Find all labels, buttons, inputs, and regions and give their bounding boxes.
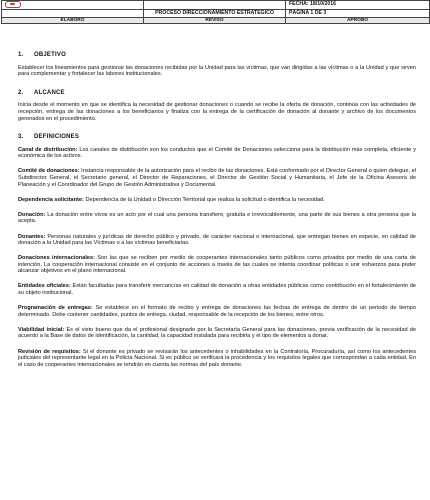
document-header <box>1 0 430 24</box>
definition-text: Son las que se reciben por medio de cooperantes internacionales tanto públicos como privados por medio de una carta de intención. La cooperación internacional consiste en el conjunto de acciones a través de las cuales se intenta coordinar políticas o unir esfuerzos para poder alcanzar objetivos en el plano internacional. <box>18 255 416 275</box>
definition-term: Donantes: <box>18 233 46 240</box>
alcance-text: Inicia desde el momento en que se identifica la necesidad de gestionar donaciones o cuando se recibe la oferta de donación, continúa con las actividades de recepción, entrega de las donaciones a los beneficiarios y finaliza con la entrega de la certificación de donación al donante y archivo de los documentos generados en el procedimiento. <box>18 102 416 122</box>
definition-item <box>18 255 416 275</box>
definition-term: Entidades oficiales: <box>18 283 71 290</box>
reviso-label: REVISO <box>144 18 286 24</box>
definition-term: Canal de distribución: <box>18 146 78 153</box>
elaboro-label: ELABORO <box>2 18 144 24</box>
aprobo-label: APROBO <box>286 18 430 24</box>
definition-term: Dependencia solicitante: <box>18 196 84 203</box>
definition-item <box>18 212 416 225</box>
definitions-list <box>18 147 416 369</box>
definition-text: Los canales de distribución son los conductos que el Comité de Donaciones selecciona para la distribución más completa, eficiente y económica de los activos. <box>18 146 416 160</box>
definition-term: Revisión de requisitos: <box>18 348 81 355</box>
header-blank-cell-2 <box>2 9 144 18</box>
definition-text: Si el donante es privado se revisarán los antecedentes o inhabilidades en la Contraloría, Procuraduría, así como los antecedentes judiciales del representante legal en la Policía Nacional. Si es público se verificará la procedencia y los requisitos legales que correspondan a cada entidad. En el caso de cooperantes internacionales se tendrán en cuenta las normas del país donante. <box>18 348 416 368</box>
institution-logo-icon <box>5 1 21 8</box>
definition-text: La donación entre vivos es un acto por el cual una persona transfiere, gratuita e irrevocablemente, una parte de sus bienes a otra persona que la acepta. <box>18 211 416 225</box>
definition-item <box>18 283 416 296</box>
definition-item <box>18 197 416 204</box>
definition-term: Donación: <box>18 211 46 218</box>
definition-text: Están facultadas para transferir mercancías en calidad de donación a otras entidades públicas como contribución en el fortalecimiento de su objeto institucional. <box>18 283 416 297</box>
page-label: PÁGINA 1 DE 3 <box>286 9 430 18</box>
definition-text: Instancia responsable de la autorización para el recibo de las donaciones. Está conformado por el Director General o quien delegue, el Subdirector General, el Secretario general, el Director de Reparaciones, el Director de Gestión Social y Humanitaria, el Jefe de la Oficina Asesora de Planeación y el Coordinador del Grupo de Gestión Administrativa y Documental. <box>18 168 416 188</box>
date-label: FECHA: 18/10/2016 <box>286 1 430 10</box>
process-title: PROCESO DIRECCIONAMIENTO ESTRATEGICO <box>144 9 286 18</box>
definition-term: Programación de entregas: <box>18 305 93 312</box>
logo-cell <box>2 1 144 10</box>
definition-item <box>18 234 416 247</box>
section-title-alcance: 2. ALCANCE <box>18 89 65 96</box>
objetivo-text: Establecer los lineamientos para gestionar las donaciones recibidas por la Unidad para las víctimas, que van dirigidas a las víctimas o a la Unidad y que sirven para complementar y fortalecer las labores institucionales. <box>18 64 416 78</box>
definition-term: Comité de donaciones: <box>18 168 80 175</box>
definition-item <box>18 349 416 369</box>
definition-term: Viabilidad inicial: <box>18 326 65 333</box>
definition-text: Dependencia de la Unidad o Dirección Territorial que realiza la solicitud o identifica la necesidad. <box>83 196 325 203</box>
definition-text: Personas naturales y jurídicas de derecho público y privado, de carácter nacional o internacional, que entregan bienes en especie, en calidad de donación a la Unidad para las Víctimas o a las víctimas beneficiarias. <box>18 233 416 247</box>
definition-item <box>18 305 416 318</box>
definition-text: Es el visto bueno que da el profesional designado por la Secretaría General para las donaciones, previa verificación de la necesidad de acuerdo a la Base de datos de identificación, la cantidad, la capacidad instalada para recibirla y el tipo de elementos a donar. <box>18 326 416 340</box>
section-title-objetivo: 1. OBJETIVO <box>18 52 66 58</box>
definition-item <box>18 327 416 340</box>
definition-item <box>18 168 416 188</box>
definition-item <box>18 147 416 160</box>
section-title-definiciones: 3. DEFINICIONES <box>18 134 80 141</box>
definition-term: Donaciones internacionales: <box>18 255 95 262</box>
definition-text: Se establece en el formato de recibo y entrega de donaciones las fechas de entrega de dentro de un periodo de tiempo determinado. Debe contener cantidades, puntos de entrega, ciudad, responsable de la recepción de los bienes, entre otros. <box>18 305 416 318</box>
header-blank-cell <box>144 1 286 10</box>
document-body <box>18 52 416 377</box>
